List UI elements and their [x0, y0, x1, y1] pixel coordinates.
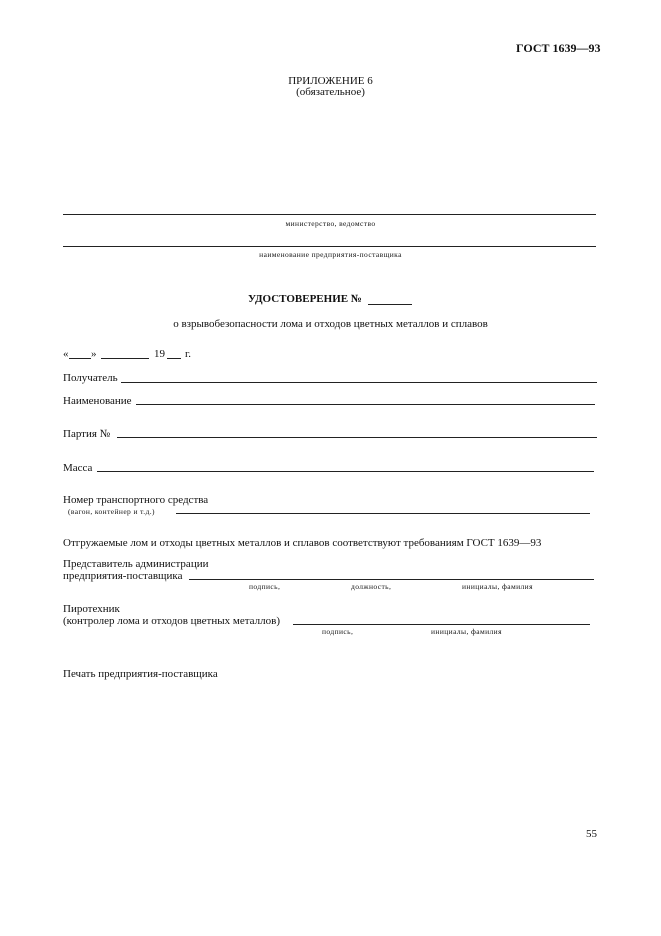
page-number: 55	[586, 828, 597, 840]
date-day-line	[69, 358, 91, 359]
date-year-line	[167, 358, 181, 359]
rep-label-line2: предприятия-поставщика	[63, 570, 183, 582]
date-month-line	[101, 358, 149, 359]
stamp-label: Печать предприятия-поставщика	[63, 668, 218, 680]
recipient-line	[121, 382, 597, 383]
pyro-line	[293, 624, 590, 625]
supplier-caption: наименование предприятия-поставщика	[259, 250, 402, 259]
date-year-prefix: 19	[154, 348, 165, 360]
certificate-title: УДОСТОВЕРЕНИЕ №	[248, 293, 362, 305]
mass-line	[97, 471, 594, 472]
vehicle-label: Номер транспортного средства	[63, 494, 209, 506]
ministry-caption: министерство, ведомство	[285, 219, 376, 228]
certificate-subtitle: о взрывобезопасности лома и отходов цветных металлов и сплавов	[173, 318, 488, 330]
ministry-line	[63, 214, 596, 215]
rep-caption-name: инициалы, фамилия	[462, 582, 533, 591]
rep-line	[189, 579, 594, 580]
rep-label-line1: Представитель администрации	[63, 558, 209, 570]
date-close-quote: »	[91, 348, 97, 360]
mass-label: Масса	[63, 462, 93, 474]
compliance-statement: Отгружаемые лом и отходы цветных металлов и сплавов соответствуют требованиям ГОСТ 1639—93	[63, 537, 542, 549]
date-year-suffix: г.	[185, 348, 192, 360]
batch-line	[117, 437, 597, 438]
date-open-quote: «	[63, 348, 69, 360]
recipient-label: Получатель	[63, 372, 118, 384]
appendix-title: ПРИЛОЖЕНИЕ 6	[288, 75, 373, 87]
name-label: Наименование	[63, 395, 132, 407]
pyro-caption-signature: подпись,	[322, 627, 354, 636]
appendix-subtitle: (обязательное)	[296, 86, 365, 98]
pyro-caption-name: инициалы, фамилия	[431, 627, 502, 636]
rep-caption-signature: подпись,	[249, 582, 281, 591]
pyro-label-line2: (контролер лома и отходов цветных металлов)	[63, 615, 280, 627]
pyro-label-line1: Пиротехник	[63, 603, 120, 615]
batch-label: Партия №	[63, 428, 111, 440]
certificate-number-line	[368, 304, 412, 305]
vehicle-line	[176, 513, 590, 514]
supplier-line	[63, 246, 596, 247]
standard-number: ГОСТ 1639—93	[516, 41, 601, 55]
rep-caption-position: должность,	[351, 582, 392, 591]
vehicle-note: (вагон, контейнер и т.д.)	[68, 507, 155, 516]
name-line	[136, 404, 595, 405]
